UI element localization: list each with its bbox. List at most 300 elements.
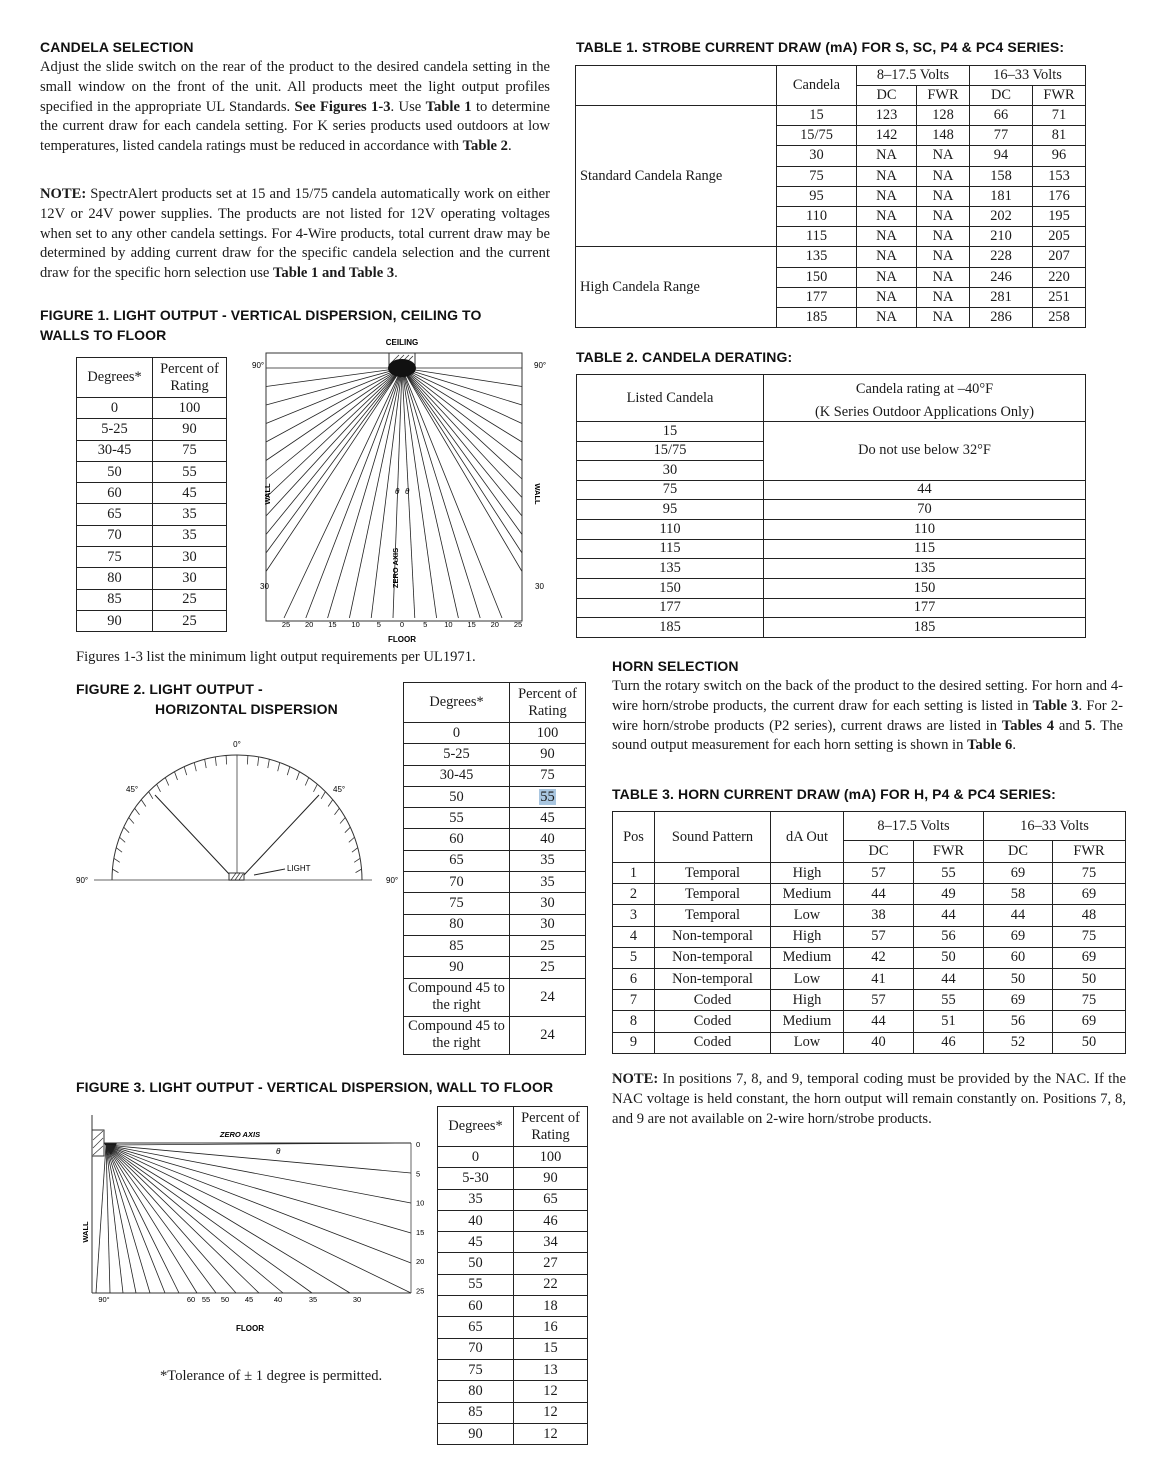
table-cell: 115 bbox=[764, 539, 1086, 559]
svg-text:θ: θ bbox=[395, 487, 400, 496]
table-cell: 15 bbox=[577, 422, 764, 442]
table-cell: 135 bbox=[764, 559, 1086, 579]
table-cell: 50 bbox=[914, 947, 984, 968]
table-row bbox=[438, 1402, 588, 1423]
table-row bbox=[438, 1168, 588, 1189]
header-degrees: Degrees* bbox=[438, 1107, 514, 1147]
table-cell: 2 bbox=[613, 884, 655, 905]
table-cell: 40 bbox=[438, 1210, 514, 1231]
table-cell: 75 bbox=[1053, 926, 1126, 947]
svg-text:20: 20 bbox=[490, 620, 499, 629]
figure1-diagram bbox=[252, 336, 557, 646]
table-cell: 48 bbox=[1053, 905, 1126, 926]
table-cell: 69 bbox=[1053, 1011, 1126, 1032]
table-cell: 35 bbox=[438, 1189, 514, 1210]
table-cell: 90 bbox=[153, 419, 227, 440]
svg-text:0: 0 bbox=[399, 620, 405, 629]
table-cell: 185 bbox=[577, 618, 764, 638]
table-cell: 75 bbox=[438, 1359, 514, 1380]
svg-text:45°: 45° bbox=[333, 785, 346, 794]
table-row bbox=[404, 850, 586, 871]
table-cell: 30 bbox=[153, 568, 227, 589]
table-cell: 75 bbox=[1053, 990, 1126, 1011]
table-cell: 44 bbox=[984, 905, 1053, 926]
table-cell: NA bbox=[917, 166, 970, 186]
table-cell: 16 bbox=[514, 1317, 588, 1338]
table-cell: 8 bbox=[613, 1011, 655, 1032]
table-cell: 202 bbox=[970, 206, 1033, 226]
table-cell: 69 bbox=[1053, 947, 1126, 968]
table-row bbox=[577, 559, 1086, 579]
table-cell: 70 bbox=[438, 1338, 514, 1359]
table-cell: 3 bbox=[613, 905, 655, 926]
table-cell: 150 bbox=[577, 578, 764, 598]
horn-selection-paragraph: Turn the rotary switch on the back of the product to the desired setting. For horn and 4-wire horn/strobe products, the current draw for each setting is listed in Table 3. For 2-wire horn/strobe products (P2 series), current draws are listed in Tables 4 and 5. The sound output measurement for each horn setting is shown in Table 6. bbox=[612, 678, 1123, 754]
table-cell: 185 bbox=[777, 307, 857, 327]
table-row bbox=[404, 829, 586, 850]
table-cell: 5 bbox=[613, 947, 655, 968]
table-cell: 123 bbox=[857, 106, 917, 126]
table-cell: Temporal bbox=[655, 863, 771, 884]
table-row bbox=[613, 884, 1126, 905]
table-cell: Low bbox=[771, 1032, 844, 1053]
table-cell: Non-temporal bbox=[655, 968, 771, 989]
header-percent: Percent of Rating bbox=[510, 683, 586, 723]
table-cell: 30 bbox=[510, 893, 586, 914]
table-cell: 75 bbox=[404, 893, 510, 914]
table-cell: 128 bbox=[917, 106, 970, 126]
table-cell: NA bbox=[917, 227, 970, 247]
table-row bbox=[438, 1359, 588, 1380]
sub-header: DC bbox=[984, 841, 1053, 863]
table-cell: 80 bbox=[438, 1381, 514, 1402]
table-cell: 70 bbox=[404, 872, 510, 893]
table-row bbox=[438, 1189, 588, 1210]
table-cell: 30 bbox=[777, 146, 857, 166]
figure2-title-line2: HORIZONTAL DISPERSION bbox=[155, 701, 338, 717]
table-cell: Non-temporal bbox=[655, 926, 771, 947]
table-cell: 46 bbox=[514, 1210, 588, 1231]
table-cell: 34 bbox=[514, 1232, 588, 1253]
table-row bbox=[577, 422, 1086, 442]
table-cell: 69 bbox=[984, 863, 1053, 884]
table-cell: 55 bbox=[404, 808, 510, 829]
table3-group1-header: 8–17.5 Volts bbox=[844, 812, 984, 841]
tolerance-note: *Tolerance of ± 1 degree is permitted. bbox=[160, 1368, 383, 1384]
table-cell: Low bbox=[771, 905, 844, 926]
table-cell: 181 bbox=[970, 186, 1033, 206]
table-cell: 22 bbox=[514, 1274, 588, 1295]
table-row bbox=[77, 398, 227, 419]
table-cell: 57 bbox=[844, 990, 914, 1011]
table-cell: 65 bbox=[514, 1189, 588, 1210]
table-row bbox=[404, 723, 586, 744]
table-cell: High bbox=[771, 863, 844, 884]
table-cell: Coded bbox=[655, 1011, 771, 1032]
table-cell: 75 bbox=[77, 547, 153, 568]
svg-text:90°: 90° bbox=[386, 876, 399, 885]
sub-header: FWR bbox=[1033, 86, 1086, 106]
table-cell: 69 bbox=[1053, 884, 1126, 905]
figure2-diagram bbox=[72, 735, 407, 890]
table-cell: 210 bbox=[970, 227, 1033, 247]
figure2-title-line1: FIGURE 2. LIGHT OUTPUT - bbox=[76, 681, 263, 697]
figure3-diagram bbox=[75, 1110, 435, 1340]
table-cell: 100 bbox=[153, 398, 227, 419]
table2-listed-header: Listed Candela bbox=[577, 375, 764, 422]
table-cell: Do not use below 32°F bbox=[764, 422, 1086, 481]
table-cell: NA bbox=[917, 247, 970, 267]
table3 bbox=[612, 811, 1126, 1054]
table-row bbox=[438, 1274, 588, 1295]
table-cell: 35 bbox=[510, 850, 586, 871]
table-cell: 15 bbox=[777, 106, 857, 126]
table-cell: 5-25 bbox=[404, 744, 510, 765]
table-cell: NA bbox=[857, 307, 917, 327]
table-cell: NA bbox=[857, 287, 917, 307]
candela-selection-heading: CANDELA SELECTION bbox=[40, 39, 194, 55]
table-cell: 185 bbox=[764, 618, 1086, 638]
table-cell: 75 bbox=[153, 440, 227, 461]
table-cell: 44 bbox=[914, 968, 984, 989]
svg-text:CEILING: CEILING bbox=[385, 338, 419, 347]
table-cell: 220 bbox=[1033, 267, 1086, 287]
svg-text:5: 5 bbox=[423, 620, 428, 629]
table-cell: 115 bbox=[777, 227, 857, 247]
table-cell: 12 bbox=[514, 1381, 588, 1402]
svg-text:0: 0 bbox=[416, 1140, 421, 1149]
table-cell: 44 bbox=[914, 905, 984, 926]
table-cell: 4 bbox=[613, 926, 655, 947]
table1-candela-header: Candela bbox=[777, 66, 857, 106]
table-row bbox=[438, 1317, 588, 1338]
table-cell: 135 bbox=[577, 559, 764, 579]
table-cell: 85 bbox=[404, 935, 510, 956]
table-row bbox=[613, 863, 1126, 884]
svg-text:30: 30 bbox=[535, 582, 544, 591]
figure1-title-line2: WALLS TO FLOOR bbox=[40, 327, 167, 343]
table-cell: 46 bbox=[914, 1032, 984, 1053]
table-cell: Medium bbox=[771, 947, 844, 968]
table-row bbox=[438, 1423, 588, 1444]
table-row bbox=[77, 525, 227, 546]
table-cell: 44 bbox=[764, 480, 1086, 500]
svg-text:15: 15 bbox=[328, 620, 337, 629]
table-row bbox=[404, 957, 586, 978]
header-percent: Percent of Rating bbox=[153, 358, 227, 398]
table1-group2-header: 16–33 Volts bbox=[970, 66, 1086, 86]
table-row bbox=[77, 547, 227, 568]
svg-text:50: 50 bbox=[220, 1295, 230, 1304]
table-row bbox=[577, 598, 1086, 618]
table-row bbox=[613, 990, 1126, 1011]
table-cell: 30 bbox=[577, 461, 764, 481]
table-cell: 1 bbox=[613, 863, 655, 884]
table-cell: 281 bbox=[970, 287, 1033, 307]
table-cell: 90 bbox=[404, 957, 510, 978]
svg-text:15: 15 bbox=[416, 1227, 425, 1237]
table-cell: 258 bbox=[1033, 307, 1086, 327]
svg-text:45°: 45° bbox=[126, 785, 139, 794]
table-row bbox=[404, 978, 586, 1016]
svg-text:10: 10 bbox=[351, 620, 360, 629]
table-row bbox=[404, 935, 586, 956]
table-row bbox=[577, 618, 1086, 638]
header-percent: Percent of Rating bbox=[514, 1107, 588, 1147]
table-cell: 75 bbox=[1053, 863, 1126, 884]
svg-text:ZERO AXIS: ZERO AXIS bbox=[391, 547, 400, 589]
table-cell: 96 bbox=[1033, 146, 1086, 166]
table-cell: 110 bbox=[764, 519, 1086, 539]
svg-text:FLOOR: FLOOR bbox=[388, 635, 416, 644]
table-cell: 55 bbox=[438, 1274, 514, 1295]
table-cell: 115 bbox=[577, 539, 764, 559]
svg-text:θ: θ bbox=[405, 487, 410, 496]
table-cell: 24 bbox=[510, 1016, 586, 1054]
table-row bbox=[77, 483, 227, 504]
table3-pattern-header: Sound Pattern bbox=[655, 812, 771, 863]
table3-title: TABLE 3. HORN CURRENT DRAW (mA) FOR H, P4 & PC4 SERIES: bbox=[612, 786, 1056, 802]
svg-text:0°: 0° bbox=[233, 740, 241, 749]
table-cell: NA bbox=[857, 267, 917, 287]
table-cell: 57 bbox=[844, 863, 914, 884]
table-cell: 25 bbox=[153, 589, 227, 610]
table-row bbox=[77, 440, 227, 461]
table-cell: 40 bbox=[844, 1032, 914, 1053]
table-cell: 69 bbox=[984, 990, 1053, 1011]
table-cell: Medium bbox=[771, 1011, 844, 1032]
table-cell: 50 bbox=[438, 1253, 514, 1274]
figure2-table bbox=[403, 682, 586, 1055]
table-cell: 150 bbox=[777, 267, 857, 287]
table-cell: 50 bbox=[1053, 968, 1126, 989]
table-row bbox=[77, 504, 227, 525]
table-cell: Coded bbox=[655, 1032, 771, 1053]
table-cell: High Candela Range bbox=[576, 247, 777, 328]
table-row bbox=[438, 1381, 588, 1402]
table-cell: 30 bbox=[510, 914, 586, 935]
table-cell: 49 bbox=[914, 884, 984, 905]
table-cell: 18 bbox=[514, 1296, 588, 1317]
table-cell: High bbox=[771, 990, 844, 1011]
table-row bbox=[577, 480, 1086, 500]
table-cell: 57 bbox=[844, 926, 914, 947]
table-cell: 150 bbox=[764, 578, 1086, 598]
table-cell: 176 bbox=[1033, 186, 1086, 206]
table-cell: NA bbox=[857, 206, 917, 226]
table-cell: 55 bbox=[914, 863, 984, 884]
table-cell: 75 bbox=[510, 765, 586, 786]
horn-selection-heading: HORN SELECTION bbox=[612, 658, 739, 674]
table-cell: 65 bbox=[404, 850, 510, 871]
table2 bbox=[576, 374, 1086, 638]
table-cell: 25 bbox=[510, 957, 586, 978]
table-cell: Low bbox=[771, 968, 844, 989]
table-cell: 30-45 bbox=[404, 765, 510, 786]
table-cell: 50 bbox=[404, 786, 510, 807]
svg-text:90°: 90° bbox=[252, 361, 265, 370]
table2-title: TABLE 2. CANDELA DERATING: bbox=[576, 349, 793, 365]
table-row bbox=[77, 568, 227, 589]
table-row bbox=[438, 1232, 588, 1253]
svg-text:θ: θ bbox=[276, 1147, 281, 1156]
svg-text:10: 10 bbox=[416, 1198, 425, 1208]
table-cell-highlighted bbox=[510, 786, 586, 807]
table-cell: 25 bbox=[510, 935, 586, 956]
table-cell: 95 bbox=[777, 186, 857, 206]
table-row bbox=[577, 539, 1086, 559]
table-cell: 27 bbox=[514, 1253, 588, 1274]
table-row bbox=[613, 947, 1126, 968]
svg-text:FLOOR: FLOOR bbox=[236, 1324, 264, 1333]
table3-group2-header: 16–33 Volts bbox=[984, 812, 1126, 841]
table-row bbox=[404, 914, 586, 935]
table-cell: Standard Candela Range bbox=[576, 106, 777, 247]
table-cell: 90 bbox=[77, 610, 153, 631]
table-cell: 12 bbox=[514, 1423, 588, 1444]
table-cell: 30 bbox=[153, 547, 227, 568]
sub-header: FWR bbox=[914, 841, 984, 863]
table-cell: 195 bbox=[1033, 206, 1086, 226]
table-cell: 30-45 bbox=[77, 440, 153, 461]
table-cell: 45 bbox=[510, 808, 586, 829]
svg-text:25: 25 bbox=[513, 620, 523, 629]
table-cell: 246 bbox=[970, 267, 1033, 287]
table-cell: NA bbox=[857, 166, 917, 186]
figure1-table bbox=[76, 357, 227, 632]
sub-header: DC bbox=[844, 841, 914, 863]
table-cell: 50 bbox=[984, 968, 1053, 989]
table-cell: 100 bbox=[510, 723, 586, 744]
table-cell: NA bbox=[857, 146, 917, 166]
table-cell: NA bbox=[917, 206, 970, 226]
table-cell: 45 bbox=[438, 1232, 514, 1253]
table-cell: 60 bbox=[77, 483, 153, 504]
svg-text:25: 25 bbox=[281, 620, 291, 629]
svg-text:LIGHT: LIGHT bbox=[287, 864, 311, 873]
svg-text:ZERO AXIS: ZERO AXIS bbox=[219, 1130, 261, 1139]
table-cell: 25 bbox=[153, 610, 227, 631]
svg-text:15: 15 bbox=[467, 620, 476, 629]
highlighted-value: 55 bbox=[540, 788, 555, 805]
table-row bbox=[576, 247, 1086, 267]
header-degrees: Degrees* bbox=[404, 683, 510, 723]
table-cell: Medium bbox=[771, 884, 844, 905]
sub-header: FWR bbox=[917, 86, 970, 106]
table-cell: Compound 45 to the right bbox=[404, 1016, 510, 1054]
table-cell: 52 bbox=[984, 1032, 1053, 1053]
table-cell: 65 bbox=[77, 504, 153, 525]
figure1-title-line1: FIGURE 1. LIGHT OUTPUT - VERTICAL DISPERSION, CEILING TO bbox=[40, 307, 482, 323]
table-cell: 70 bbox=[764, 500, 1086, 520]
svg-text:40: 40 bbox=[273, 1295, 283, 1304]
table-cell: 286 bbox=[970, 307, 1033, 327]
svg-text:20: 20 bbox=[305, 620, 314, 629]
table-cell: 85 bbox=[438, 1402, 514, 1423]
table-row bbox=[613, 926, 1126, 947]
table-cell: 0 bbox=[438, 1147, 514, 1168]
svg-text:90°: 90° bbox=[534, 361, 547, 370]
table-row bbox=[77, 610, 227, 631]
table-cell: 56 bbox=[914, 926, 984, 947]
table-cell: 50 bbox=[77, 461, 153, 482]
table-cell: 35 bbox=[153, 525, 227, 546]
table-cell: NA bbox=[857, 186, 917, 206]
table-cell: 71 bbox=[1033, 106, 1086, 126]
table-row bbox=[577, 519, 1086, 539]
header-degrees: Degrees* bbox=[77, 358, 153, 398]
table-cell: 65 bbox=[438, 1317, 514, 1338]
table-cell: 205 bbox=[1033, 227, 1086, 247]
candela-note-paragraph: NOTE: SpectrAlert products set at 15 and 15/75 candela automatically work on either 12V or 24V power supplies. The products are not listed for 12V operating voltages when set to any other candela settings. For 4-Wire products, total current draw may be determined by adding current draw for the specific candela selection and the current draw for the specific horn selection use Table 1 and Table 3. bbox=[40, 186, 550, 282]
table-row bbox=[613, 1032, 1126, 1053]
table-cell: 85 bbox=[77, 589, 153, 610]
table-cell: Coded bbox=[655, 990, 771, 1011]
table1-group1-header: 8–17.5 Volts bbox=[857, 66, 970, 86]
table-cell: 153 bbox=[1033, 166, 1086, 186]
table-cell: 77 bbox=[970, 126, 1033, 146]
table1 bbox=[575, 65, 1086, 328]
table-cell: 5-30 bbox=[438, 1168, 514, 1189]
svg-text:10: 10 bbox=[444, 620, 453, 629]
table-cell: 15/75 bbox=[777, 126, 857, 146]
svg-text:90°: 90° bbox=[76, 876, 89, 885]
svg-text:90°: 90° bbox=[98, 1295, 110, 1304]
table-row bbox=[77, 419, 227, 440]
svg-text:35: 35 bbox=[308, 1295, 318, 1304]
table-cell: 95 bbox=[577, 500, 764, 520]
table-cell: 24 bbox=[510, 978, 586, 1016]
table-cell: NA bbox=[917, 307, 970, 327]
table-cell: 90 bbox=[514, 1168, 588, 1189]
svg-text:25: 25 bbox=[416, 1286, 425, 1296]
table-row bbox=[613, 1011, 1126, 1032]
table-cell: 12 bbox=[514, 1402, 588, 1423]
table-cell: 15/75 bbox=[577, 441, 764, 461]
table-cell: 110 bbox=[577, 519, 764, 539]
table-cell: 81 bbox=[1033, 126, 1086, 146]
table-cell: 9 bbox=[613, 1032, 655, 1053]
table-cell: Compound 45 to the right bbox=[404, 978, 510, 1016]
table-cell: NA bbox=[917, 146, 970, 166]
table-row bbox=[438, 1296, 588, 1317]
sub-header: FWR bbox=[1053, 841, 1126, 863]
table-cell: 94 bbox=[970, 146, 1033, 166]
figure3-table bbox=[437, 1106, 588, 1445]
table2-rating-header: Candela rating at –40°F (K Series Outdoor Applications Only) bbox=[764, 375, 1086, 422]
table-row bbox=[438, 1253, 588, 1274]
table-row bbox=[438, 1338, 588, 1359]
svg-text:20: 20 bbox=[416, 1257, 425, 1267]
table-cell: 135 bbox=[777, 247, 857, 267]
table-row bbox=[77, 461, 227, 482]
table-row bbox=[438, 1210, 588, 1231]
table-cell: 58 bbox=[984, 884, 1053, 905]
figure3-title: FIGURE 3. LIGHT OUTPUT - VERTICAL DISPERSION, WALL TO FLOOR bbox=[76, 1079, 554, 1095]
table-cell: 41 bbox=[844, 968, 914, 989]
table-row bbox=[404, 786, 586, 807]
table3-out-header: dA Out bbox=[771, 812, 844, 863]
table1-blank-header bbox=[576, 66, 777, 106]
table-cell: 15 bbox=[514, 1338, 588, 1359]
svg-text:5: 5 bbox=[416, 1169, 421, 1179]
table-cell: 55 bbox=[153, 461, 227, 482]
table-row bbox=[577, 578, 1086, 598]
table-cell: 35 bbox=[153, 504, 227, 525]
table-cell: 142 bbox=[857, 126, 917, 146]
table-cell: NA bbox=[917, 267, 970, 287]
table-row bbox=[404, 744, 586, 765]
